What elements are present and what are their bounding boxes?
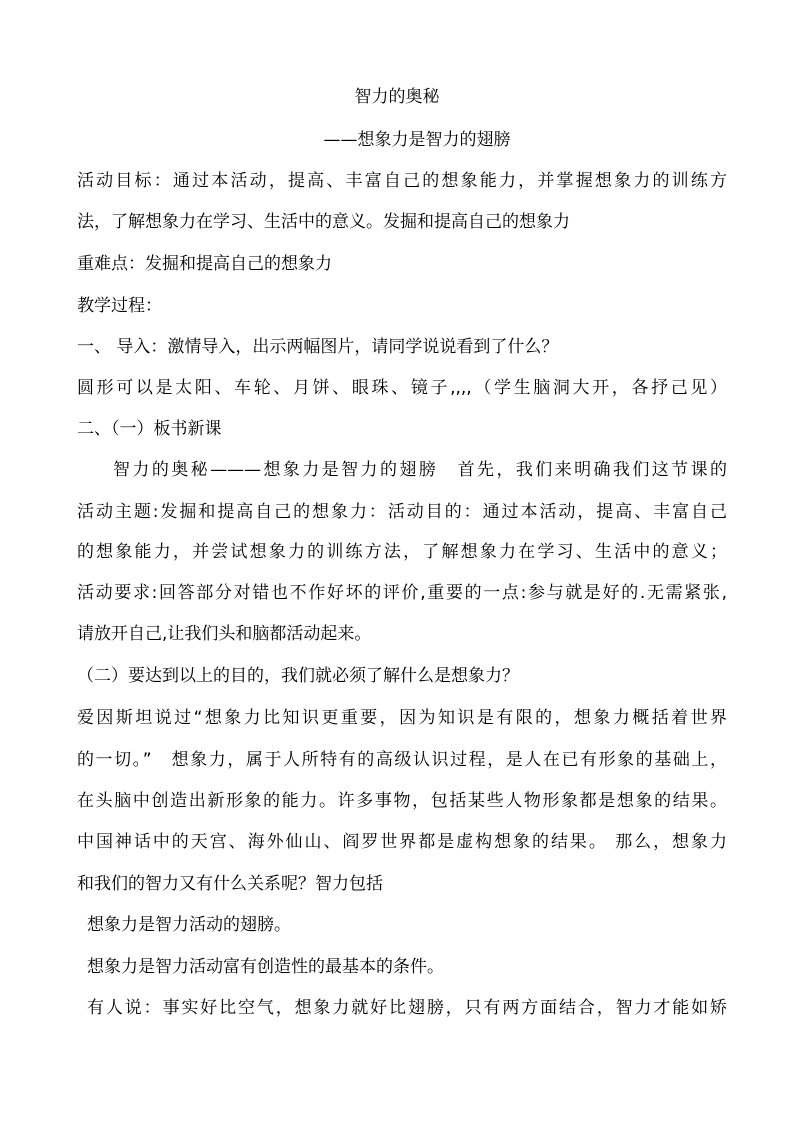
paragraph-line: 爱因斯坦说过“想象力比知识更重要，因为知识是有限的，想象力概括着世界 — [77, 708, 727, 728]
paragraph-line: 中国神话中的天宫、海外仙山、阎罗世界都是虚构想象的结果。 那么，想象力 — [77, 832, 727, 852]
paragraph-line: 的一切。” 想象力，属于人所特有的高级认识过程，是人在已有形象的基础上， — [77, 750, 727, 770]
paragraph-line: （二）要达到以上的目的，我们就必须了解什么是想象力？ — [77, 666, 519, 686]
paragraph-line: 请放开自己,让我们头和脑都活动起来。 — [77, 624, 372, 644]
paragraph-line: 一、 导入：激情导入，出示两幅图片，请同学说说看到了什么？ — [77, 337, 559, 357]
doc-subtitle: ——想象力是智力的翅膀 — [323, 130, 511, 150]
paragraph-line: 重难点：发掘和提高自己的想象力 — [77, 254, 332, 274]
paragraph-line: 二、（一）板书新课 — [77, 419, 222, 439]
doc-title: 智力的奥秘 — [354, 87, 440, 107]
paragraph-line: 有人说：事实好比空气，想象力就好比翅膀，只有两方面结合，智力才能如矫 — [87, 998, 727, 1018]
paragraph-line: 想象力是智力活动富有创造性的最基本的条件。 — [87, 957, 444, 977]
paragraph-line: 和我们的智力又有什么关系呢？智力包括 — [77, 874, 383, 894]
paragraph-line: 教学过程： — [77, 296, 162, 316]
paragraph-line: 活动要求:回答部分对错也不作好坏的评价,重要的一点:参与就是好的.无需紧张, — [77, 583, 727, 603]
paragraph-line: 想象力是智力活动的翅膀。 — [87, 915, 291, 935]
paragraph-line: 的想象能力，并尝试想象力的训练方法，了解想象力在学习、生活中的意义； — [77, 542, 727, 562]
paragraph-line: 活动主题:发掘和提高自己的想象力：活动目的：通过本活动，提高、丰富自己 — [77, 502, 727, 522]
paragraph-line: 活动目标：通过本活动，提高、丰富自己的想象能力，并掌握想象力的训练方 — [77, 171, 727, 191]
paragraph-line: 在头脑中创造出新形象的能力。许多事物，包括某些人物形象都是想象的结果。 — [77, 791, 727, 811]
paragraph-line: 圆形可以是太阳、车轮、月饼、眼珠、镜子,,,,（学生脑洞大开，各抒己见） — [77, 378, 727, 398]
paragraph-line: 智力的奥秘———想象力是智力的翅膀 首先，我们来明确我们这节课的 — [113, 460, 727, 480]
paragraph-line: 法，了解想象力在学习、生活中的意义。发掘和提高自己的想象力 — [77, 212, 570, 232]
